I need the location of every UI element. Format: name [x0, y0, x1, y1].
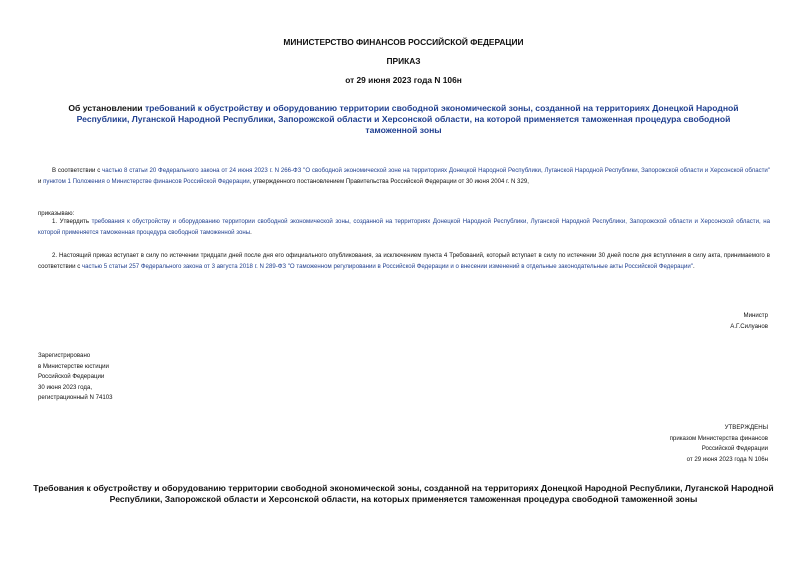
registration-line: Зарегистрировано — [38, 352, 91, 359]
federal-law-266-link[interactable]: частью 8 статьи 20 Федерального закона от 24 июня 2023 г. N 266-ФЗ "О свободной экономической зоне на территориях Донецкой Народной Республики, Луганской Народной Республики, Запорожской области и Херсонской области" — [102, 167, 770, 174]
registration-block — [38, 351, 238, 404]
registration-line: регистрационный N 74103 — [38, 394, 113, 401]
document-type-heading: ПРИКАЗ — [386, 56, 421, 66]
intro-text-3: , утвержденного постановлением Правительства Российской Федерации от 30 июня 2004 г. N 329, — [249, 177, 529, 185]
intro-text-2: и — [38, 177, 44, 185]
item-1-end: . — [250, 228, 252, 236]
approval-line: Российской Федерации — [701, 445, 768, 452]
signer-name: А.Г.Силуанов — [730, 322, 768, 330]
item-2-text: 2. Настоящий приказ вступает в силу по истечении тридцати дней после дня его официального опубликования, за исключением пункта 4 Требований, который вступает в силу по истечении 30 дней после дня вступления в силу акта, принимаемого в соответствии с — [38, 252, 770, 270]
item-1-paragraph — [38, 217, 770, 238]
approval-stamp-block — [560, 423, 768, 465]
signature-block — [560, 311, 768, 332]
ministry-regulation-link[interactable]: пунктом 1 Положения о Министерстве финансов Российской Федерации — [43, 177, 250, 185]
order-subject — [55, 103, 752, 136]
order-date-number: от 29 июня 2023 года N 106н — [345, 75, 462, 85]
registration-line: 30 июня 2023 года, — [38, 383, 93, 391]
subject-prefix: Об установлении — [68, 103, 145, 113]
approval-line: приказом Министерства финансов — [669, 434, 768, 442]
intro-paragraph — [38, 166, 770, 187]
item-2-paragraph — [38, 251, 770, 272]
federal-law-289-link[interactable]: частью 5 статьи 257 Федерального закона от 3 августа 2018 г. N 289-ФЗ "О таможенном регулировании в Российской Федерации и о внесении изменений в отдельные законодательные акты Российской Федерации" — [81, 262, 693, 270]
decree-word: приказываю: — [38, 210, 75, 217]
ministry-heading: МИНИСТЕРСТВО ФИНАНСОВ РОССИЙСКОЙ ФЕДЕРАЦИИ — [283, 37, 524, 47]
requirements-link[interactable]: требования к обустройству и оборудованию территории свободной экономической зоны, созданной на территориях Донецкой Народной Республики, Луганской Народной Республики, Запорожской области и Херсонской области, на которой применяется таможенная процедура свободной таможенной зоны — [38, 218, 770, 236]
approval-line: от 29 июня 2023 года N 106н — [686, 455, 768, 463]
requirements-title: Требования к обустройству и оборудованию территории свободной экономической зоны, созданной на территориях Донецкой Народной Республики, Луганской Народной Республики, Запорожской области и Херсонской области, на которых применяется таможенная процедура свободной таможенной зоны — [33, 483, 774, 504]
item-1-text: 1. Утвердить — [52, 218, 92, 225]
intro-text-1: В соответствии с — [52, 167, 103, 174]
item-2-end: . — [692, 262, 695, 270]
registration-line: Российской Федерации — [38, 373, 105, 380]
subject-requirements-link[interactable]: требований к обустройству и оборудованию территории свободной экономической зоны, созданной на территориях Донецкой Народной Республики, Луганской Народной Республики, Запорожской области и Херсонской области, на которой применяется таможенная процедура свободной таможенной зоны — [76, 103, 739, 135]
registration-line: в Министерстве юстиции — [38, 362, 109, 370]
approval-line: УТВЕРЖДЕНЫ — [724, 424, 768, 431]
signer-position: Министр — [743, 312, 768, 319]
